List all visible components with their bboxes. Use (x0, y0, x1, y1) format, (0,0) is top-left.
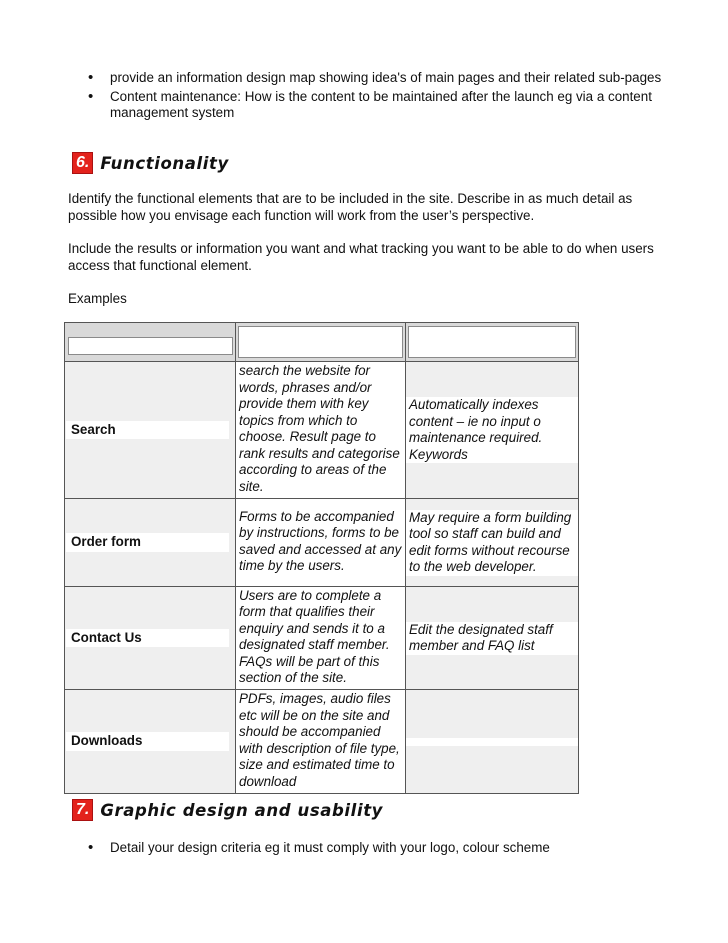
description-text: PDFs, images, audio files etc will be on the site and should be accompanied with description of file type, size and estimated time to download (239, 691, 400, 789)
table-row (65, 499, 579, 587)
list-item: • provide an information design map showing idea's of main pages and their related sub-pages (88, 69, 662, 86)
description-text: Forms to be accompanied by instructions, forms to be saved and accessed at any time by the users. (239, 508, 402, 573)
header-cell (406, 323, 579, 362)
section-number: 6. (72, 152, 93, 174)
table-row (65, 690, 579, 794)
section-number: 7. (72, 799, 93, 821)
table-row (65, 362, 579, 499)
notes-text: Automatically indexes content – ie no input o maintenance required. Keywords (406, 397, 578, 463)
notes-cell (406, 499, 579, 587)
bottom-bullet-list (86, 840, 686, 857)
feature-cell (65, 587, 236, 690)
results-paragraph: Include the results or information you want and what tracking you want to be able to do when users access that functional element. (68, 241, 654, 273)
feature-label: Contact Us (66, 629, 229, 648)
list-item: • Content maintenance: How is the content to be maintained after the launch eg via a content management system (88, 87, 652, 120)
bullet-icon: • (88, 87, 94, 105)
section-heading-graphic-design (72, 799, 383, 821)
list-item: • Detail your design criteria eg it must comply with your logo, colour scheme (88, 839, 550, 856)
feature-label: Search (66, 421, 229, 440)
section-title: Functionality (100, 153, 229, 173)
feature-cell (65, 499, 236, 587)
notes-text: May require a form building tool so staff can build and edit forms without recourse to the web developer. (406, 510, 578, 576)
description-cell (236, 499, 406, 587)
section-title: Graphic design and usability (100, 800, 384, 820)
feature-cell (65, 690, 236, 794)
examples-label: Examples (68, 291, 127, 306)
notes-text: Edit the designated staff member and FAQ list (406, 622, 578, 655)
description-cell (236, 587, 406, 690)
description-text: Users are to complete a form that qualifies their enquiry and sends it to a designated staff member. FAQs will be part of this section of the site. (239, 587, 390, 685)
description-text: search the website for words, phrases and/or provide them with key topics from which to choose. Result page to rank results and categorise according to areas of the site. (239, 363, 400, 494)
bullet-icon: • (88, 839, 94, 856)
table-row (65, 587, 579, 690)
header-cell (236, 323, 406, 362)
notes-text (406, 738, 578, 746)
notes-cell (406, 587, 579, 690)
bullet-icon: • (88, 69, 94, 86)
top-bullet-list (86, 70, 676, 124)
feature-label: Downloads (66, 732, 229, 751)
description-cell (236, 690, 406, 794)
functionality-table (64, 322, 579, 794)
intro-paragraph: Identify the functional elements that are to be included in the site. Describe in as much detail as possible how you envisage each function will work from the user’s perspective. (68, 191, 633, 223)
feature-label: Order form (66, 533, 229, 552)
header-cell (65, 323, 236, 362)
notes-cell (406, 362, 579, 499)
table-header-row (65, 323, 579, 362)
feature-cell (65, 362, 236, 499)
description-cell (236, 362, 406, 499)
section-heading-functionality (72, 152, 229, 174)
notes-cell (406, 690, 579, 794)
